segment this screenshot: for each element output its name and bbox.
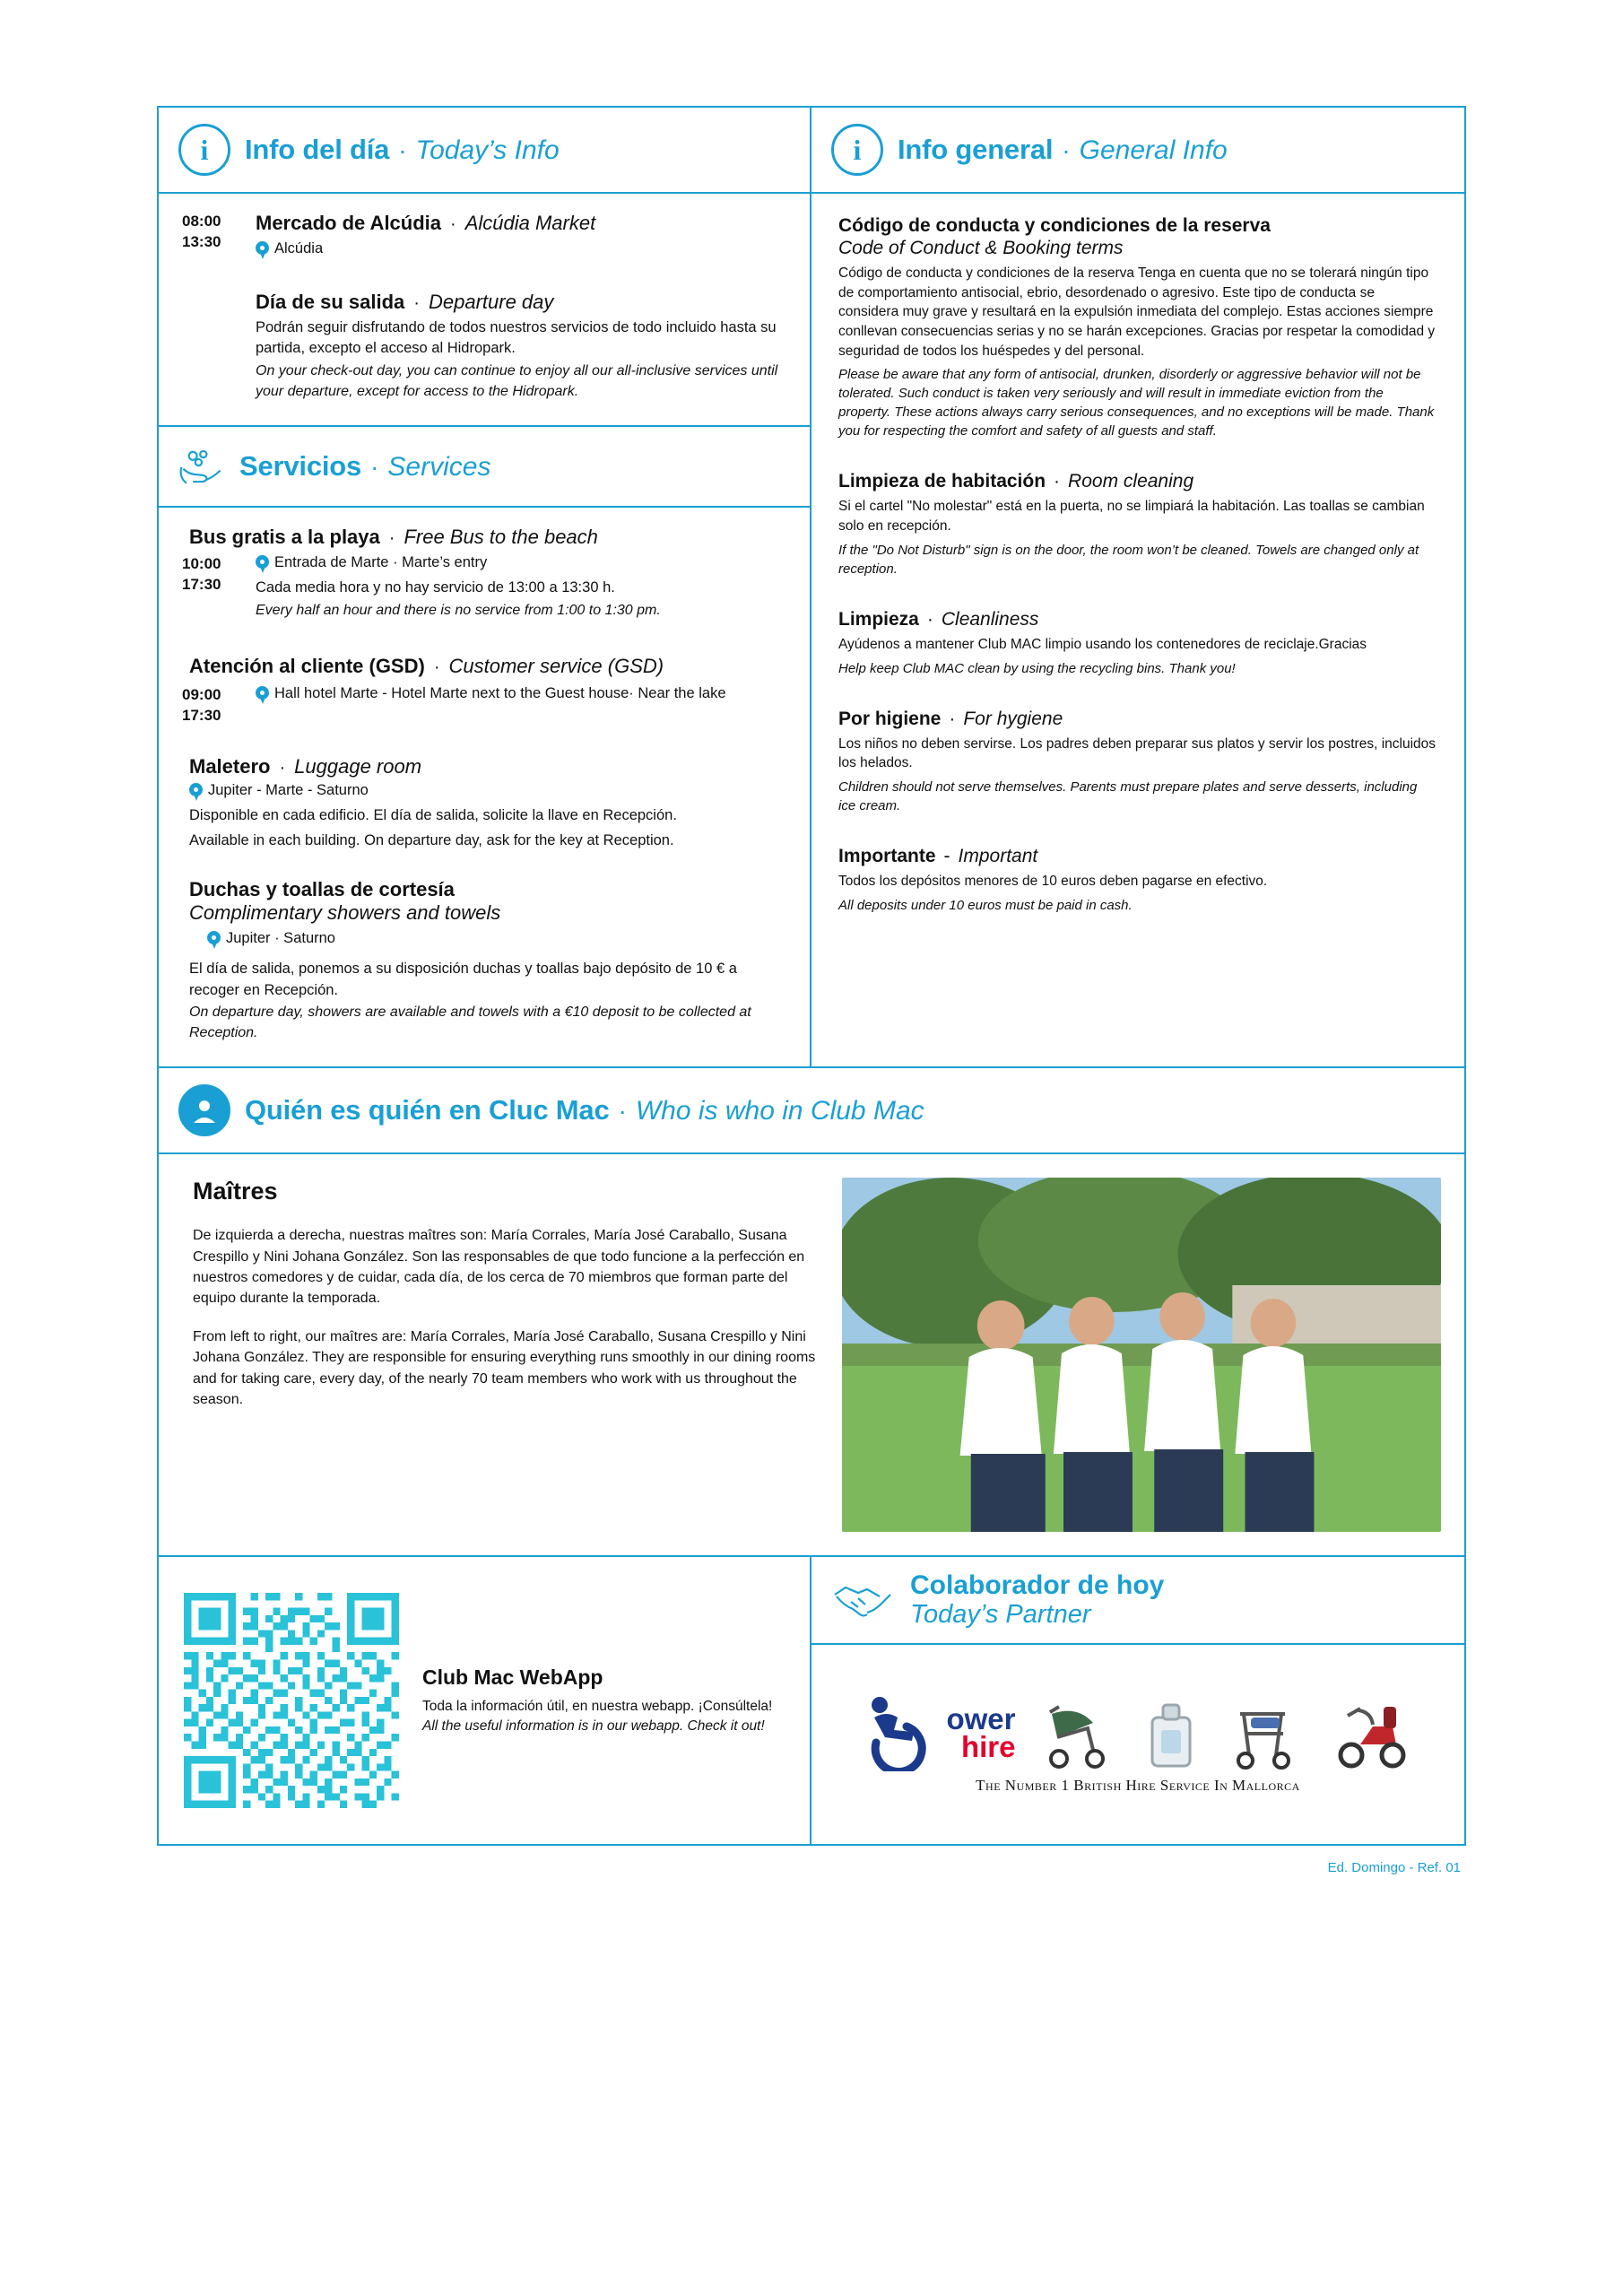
info-circle-icon: i [178,124,230,176]
clean-title-es: Limpieza [838,608,919,630]
general-entry-room-cleaning [838,471,1437,578]
info-circle-icon: i [831,124,883,176]
hygiene-text-en: Children should not serve themselves. Parents must prepare plates and serve desserts, including ice cream. [838,778,1418,813]
roomclean-sep: · [1054,471,1061,492]
luggage-title-en: Luggage room [294,755,422,778]
service-customer [182,655,786,726]
general-entry-conduct [838,215,1437,440]
pushchair-icon [1039,1700,1116,1771]
location-pin-icon [256,555,269,574]
rollator-icon [1226,1698,1305,1771]
services-title-es: Servicios [239,450,362,483]
four-maitres-photo [842,1178,1441,1532]
hygiene-sep: · [949,708,956,729]
services-body [159,508,810,1066]
general-info-title-es: Info general [898,134,1054,165]
services-header [159,425,810,508]
gsd-location [256,685,786,705]
gsd-times [182,685,243,726]
general-info-title-en: General Info [1079,135,1228,165]
general-info-sep: · [1062,136,1071,164]
webapp-text-en: All the useful information is in our webapp. Check it out! [422,1718,765,1734]
market-times [182,212,243,253]
showers-text-es: El día de salida, ponemos a su disposición duchas y toallas bajo depósito de 10 € a recoger en Recepción. [189,961,737,998]
roomclean-text-es: Si el cartel "No molestar" está en la puerta, no se limpiará la habitación. Las toallas se cambian solo en recepción. [838,499,1425,535]
bus-text-en: Every half an hour and there is no service from 1:00 to 1:30 pm. [256,602,661,618]
conduct-text-en: Please be aware that any form of antisocial, drunken, disorderly or aggressive behavior will not be tolerated. Such conduct is taken very seriously and will result in immediate eviction from the property. These actions always carry serious consequences, and no exceptions will be made. Thank you for respecting the comfort and safety of all guests and staff. [838,367,1435,439]
important-text-en: All deposits under 10 euros must be paid in cash. [838,897,1133,913]
bus-text-es: Cada media hora y no hay servicio de 13:00 a 13:30 h. [256,579,615,596]
partner-caption: The Number 1 British Hire Service In Mallorca [976,1777,1300,1795]
luggage-sep: · [279,758,286,778]
who-subtitle: Maîtres [193,1178,278,1205]
luggage-title-es: Maletero [189,755,271,778]
departure-title-es: Día de su salida [256,291,405,313]
roomclean-text-en: If the "Do Not Disturb" sign is on the door, the room won’t be cleaned. Towels are changed only at reception. [838,542,1419,577]
who-is-who-body [159,1154,1464,1555]
service-luggage [182,755,786,851]
market-time-from: 08:00 [182,213,221,230]
conduct-title-en: Code of Conduct & Booking terms [838,238,1124,258]
today-info-title-es: Info del día [245,134,390,165]
services-hand-gear-icon [178,443,225,490]
market-title-es: Mercado de Alcúdia [256,212,442,234]
today-info-body [159,194,810,425]
bus-time-to: 17:30 [182,576,221,594]
bottle-warmer-icon [1140,1700,1202,1771]
today-info-title-en: Today’s Info [415,135,560,165]
hygiene-text-es: Los niños no deben servirse. Los padres deben preparar sus platos y servir los postres, incluidos los helados. [838,735,1436,771]
who-text-block [193,1178,842,1532]
important-sep: - [943,845,950,866]
general-entry-hygiene [838,709,1437,815]
departure-title-en: Departure day [428,291,554,313]
roomclean-title-en: Room cleaning [1068,471,1194,492]
handshake-icon [831,1577,896,1623]
today-entry-market [182,212,786,260]
showers-location-text: Jupiter · Saturno [226,930,335,947]
bus-title-es: Bus gratis a la playa [189,526,380,549]
location-pin-icon [207,931,221,950]
bus-location [256,554,786,574]
departure-text-es: Podrán seguir disfrutando de todos nuestros servicios de todo incluido hasta su partida, excepto el acceso al Hidropark. [256,319,777,357]
left-column [159,108,812,1066]
market-title-en: Alcúdia Market [464,212,596,234]
hygiene-title-en: For hygiene [963,708,1063,729]
gsd-time-to: 17:30 [182,707,221,725]
market-location-text: Alcúdia [274,240,324,257]
clean-sep: · [926,608,933,630]
bus-location-text: Entrada de Marte · Marte’s entry [274,554,488,571]
clean-text-en: Help keep Club MAC clean by using the recycling bins. Thank you! [838,660,1236,676]
market-sep: · [450,214,456,234]
bottom-sections [157,1555,1466,1846]
market-location [256,240,786,260]
general-entry-important [838,846,1437,915]
important-title-en: Important [958,845,1038,866]
partner-title-line2: Today’s Partner [910,1599,1091,1629]
gsd-title-es: Atención al cliente (GSD) [189,655,425,678]
bus-time-from: 10:00 [182,555,221,573]
general-entry-cleanliness [838,609,1437,678]
clean-text-es: Ayúdenos a mantener Club MAC limpio usando los contenedores de reciclaje.Gracias [838,636,1367,652]
right-column [812,108,1464,1066]
conduct-title-es: Código de conducta y condiciones de la reserva [838,215,1271,236]
departure-text-en: On your check-out day, you can continue to enjoy all our all-inclusive services until your departure, except for access to the Hidropark. [256,362,778,399]
webapp-text-es: Toda la información útil, en nuestra webapp. ¡Consúltela! [422,1699,773,1715]
bus-sep: · [388,528,395,549]
general-info-header [812,108,1464,194]
location-pin-icon [189,783,203,802]
who-is-who-header [159,1068,1464,1154]
partner-body [812,1645,1464,1844]
gsd-sep: · [433,657,440,678]
general-info-body [812,194,1464,961]
who-text-es: De izquierda a derecha, nuestras maîtres son: María Corrales, María José Caraballo, Susana Crespillo y Nini Johana González. Son las responsables de que todo funcione a la perfección en nuestros comedores y de cuidar, cada día, de los cerca de 70 miembros que forman parte del equipo durante la temporada. [193,1228,805,1306]
who-sep: · [618,1097,627,1126]
qr-code[interactable] [184,1593,399,1808]
service-bus [182,526,786,621]
luggage-text-es: Disponible en cada edificio. El día de salida, solicite la llave en Recepción. [189,807,677,824]
partner-header [812,1557,1464,1645]
footer-reference: Ed. Domingo - Ref. 01 [1327,1860,1461,1876]
important-title-es: Importante [838,845,936,866]
service-showers [182,878,786,1043]
logo-text-lower: ower [946,1701,1016,1735]
gsd-time-from: 09:00 [182,686,221,704]
gsd-location-text: Hall hotel Marte - Hotel Marte next to the Guest house· Near the lake [274,685,726,702]
hygiene-title-es: Por higiene [838,708,942,729]
today-info-header [159,108,810,194]
location-pin-icon [256,686,269,705]
who-is-who-section [157,1066,1466,1555]
important-text-es: Todos los depósitos menores de 10 euros deben pagarse en efectivo. [838,873,1268,889]
webapp-title: Club Mac WebApp [422,1665,603,1690]
today-entry-departure [182,291,786,402]
who-title-en: Who is who in Club Mac [635,1096,924,1126]
title-separator: · [398,136,407,164]
conduct-text-es: Código de conducta y condiciones de la reserva Tenga en cuenta que no se tolerará ningún tipo de comportamiento antisocial, ebrio, desordenado o agresivo. Este tipo de conducta se considera muy grave y resultará en la expulsión inmediata del complejo. Estas acciones siempre conllevan consecuencias serias y no se harán excepciones. Gracias por respetar la comodidad y seguridad de todos los huéspedes y del personal. [838,265,1436,359]
mobility-scooter-icon [1328,1698,1414,1771]
services-title-en: Services [387,452,491,483]
luggage-location [189,782,786,802]
departure-sep: · [413,293,420,313]
luggage-text-en: Available in each building. On departure day, ask for the key at Reception. [189,831,674,848]
top-sections [157,106,1466,1066]
lower-hire-logo [862,1694,1015,1771]
who-title-es: Quién es quién en Cluc Mac [245,1094,610,1126]
location-pin-icon [256,241,269,260]
services-sep: · [370,453,379,482]
showers-title-en: Complimentary showers and towels [189,901,501,925]
partner-section [812,1557,1464,1844]
showers-title-es: Duchas y toallas de cortesía [189,878,455,901]
gsd-title-en: Customer service (GSD) [448,655,664,678]
bus-times [182,554,243,596]
showers-location [189,930,786,950]
webapp-text-block [422,1665,772,1735]
clean-title-en: Cleanliness [941,608,1039,630]
who-text-en: From left to right, our maîtres are: María Corrales, María José Caraballo, Susana Crespillo y Nini Johana González. They are responsible for ensuring everything runs smoothly in our dining rooms and for taking care, every day, of the nearly 70 team members who work with us throughout the season. [193,1329,816,1407]
market-time-to: 13:30 [182,232,221,250]
roomclean-title-es: Limpieza de habitación [838,471,1046,492]
person-circle-icon [178,1084,230,1136]
bus-title-en: Free Bus to the beach [404,526,598,549]
logo-text-hire: hire [960,1730,1016,1764]
showers-text-en: On departure day, showers are available and towels with a €10 deposit to be collected at Reception. [189,1004,751,1040]
webapp-section [159,1557,812,1844]
partner-title-line1: Colaborador de hoy [910,1570,1165,1601]
luggage-location-text: Jupiter - Marte - Saturno [208,782,369,799]
